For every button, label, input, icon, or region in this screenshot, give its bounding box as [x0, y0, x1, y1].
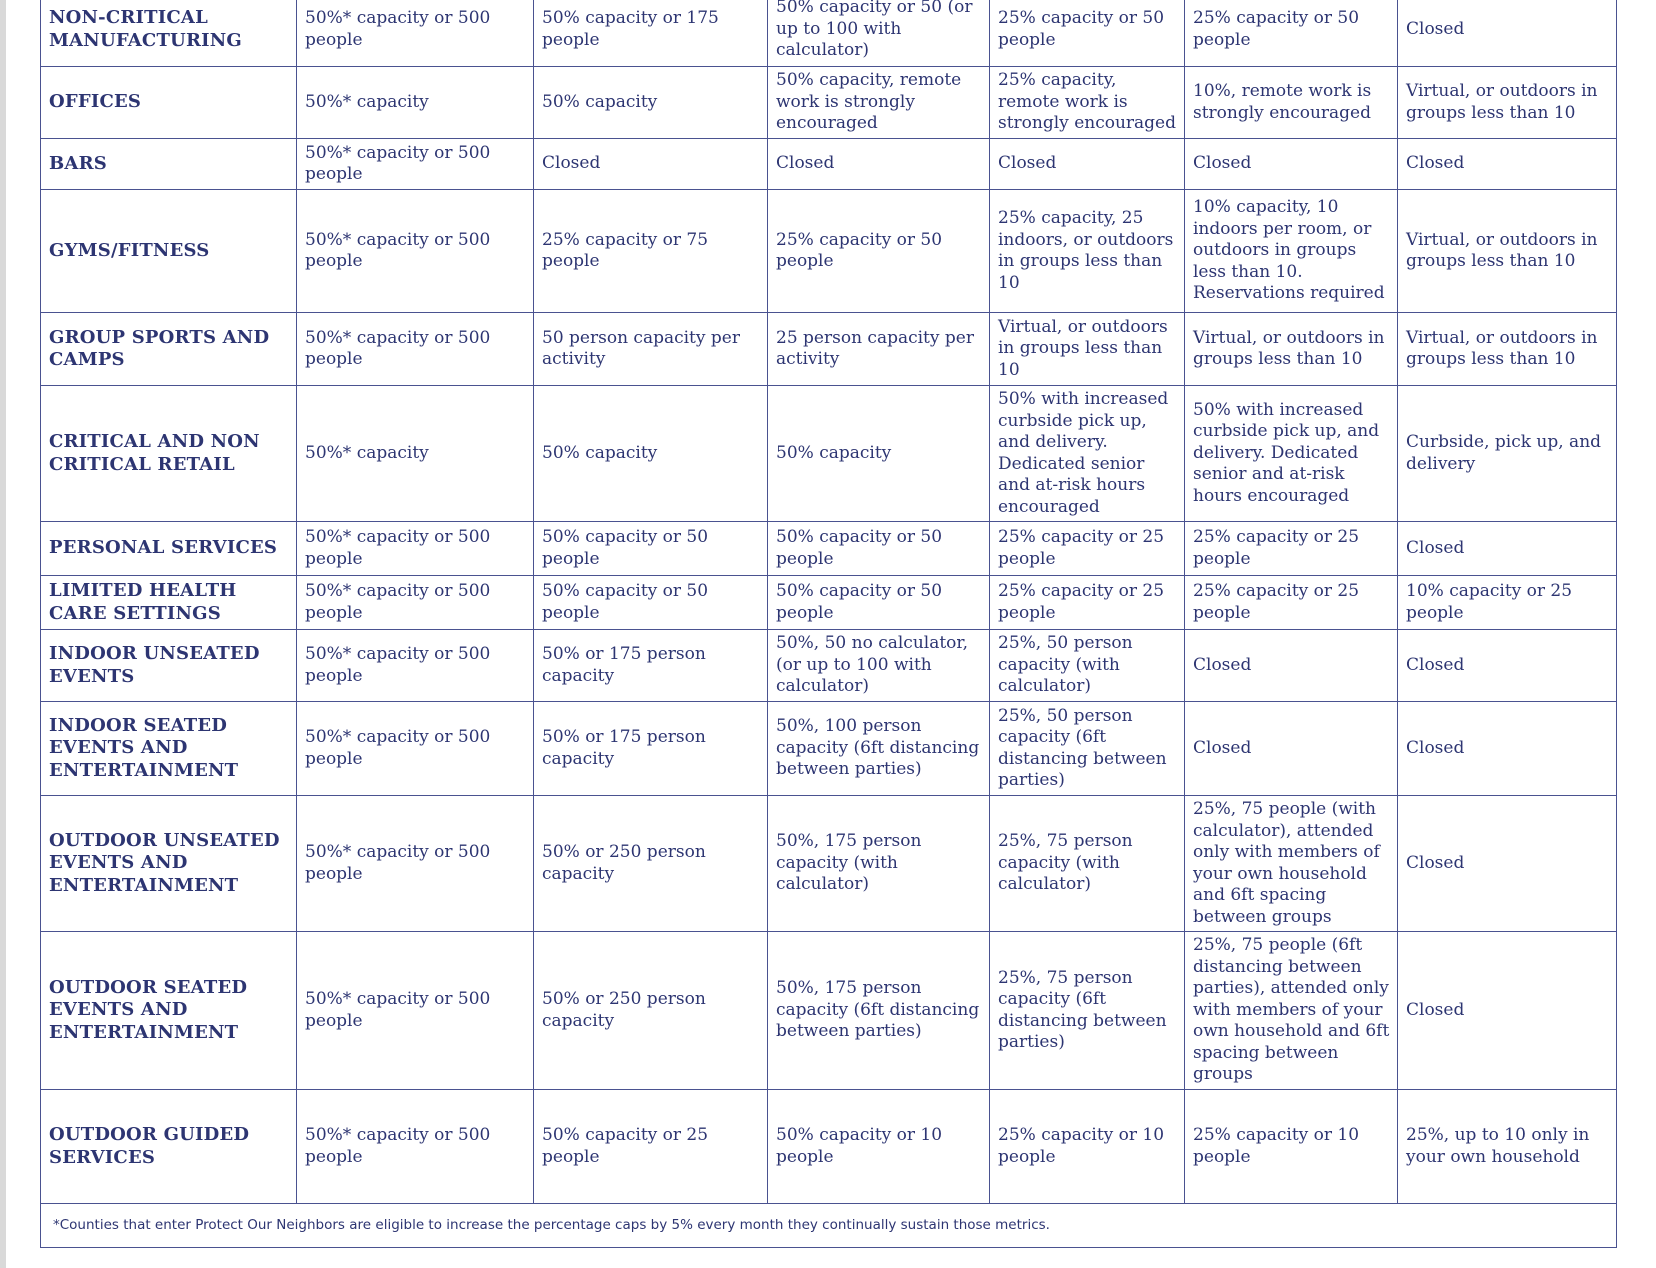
table-cell: 50% with increased curbside pick up, and delivery. Dedicated senior and at-risk hours encouraged [1185, 386, 1398, 522]
table-cell: 50% capacity, remote work is strongly encouraged [768, 67, 990, 139]
table-cell: Closed [1398, 932, 1617, 1090]
row-category: INDOOR SEATED EVENTS AND ENTERTAINMENT [41, 702, 297, 796]
table-row [41, 522, 1617, 576]
table-cell: 25% capacity or 50 people [1185, 0, 1398, 67]
table-cell: 50% capacity or 50 (or up to 100 with calculator) [768, 0, 990, 67]
table-cell: 50%* capacity [297, 386, 534, 522]
footnote-row [41, 1204, 1617, 1248]
footnote: *Counties that enter Protect Our Neighbors are eligible to increase the percentage caps by 5% every month they continually sustain those metrics. [41, 1204, 1617, 1248]
row-category: OUTDOOR SEATED EVENTS AND ENTERTAINMENT [41, 932, 297, 1090]
capacity-guidelines-table [40, 0, 1617, 1248]
table-cell: 10%, remote work is strongly encouraged [1185, 67, 1398, 139]
table-cell: 10% capacity, 10 indoors per room, or outdoors in groups less than 10. Reservations required [1185, 190, 1398, 313]
table-row [41, 190, 1617, 313]
table-cell: Virtual, or outdoors in groups less than 10 [990, 313, 1185, 386]
table-cell: 25%, up to 10 only in your own household [1398, 1090, 1617, 1204]
table-cell: Curbside, pick up, and delivery [1398, 386, 1617, 522]
table-cell: 50%* capacity or 500 people [297, 1090, 534, 1204]
table-cell: 25%, 75 people (6ft distancing between parties), attended only with members of your own household and 6ft spacing between groups [1185, 932, 1398, 1090]
table-cell: 50%, 175 person capacity (with calculator) [768, 796, 990, 932]
table-row [41, 702, 1617, 796]
table-cell: 50% capacity or 50 people [534, 522, 768, 576]
row-category: OUTDOOR GUIDED SERVICES [41, 1090, 297, 1204]
table-cell: Virtual, or outdoors in groups less than 10 [1398, 313, 1617, 386]
table-row [41, 139, 1617, 190]
table-cell: Virtual, or outdoors in groups less than 10 [1398, 67, 1617, 139]
table-cell: Closed [1398, 630, 1617, 702]
row-category: PERSONAL SERVICES [41, 522, 297, 576]
table-cell: 50% with increased curbside pick up, and delivery. Dedicated senior and at-risk hours encouraged [990, 386, 1185, 522]
table-cell: 50% or 175 person capacity [534, 630, 768, 702]
table-cell: 25 person capacity per activity [768, 313, 990, 386]
table-row [41, 796, 1617, 932]
table-cell: 50%, 50 no calculator, (or up to 100 with calculator) [768, 630, 990, 702]
row-category: NON-CRITICAL MANUFACTURING [41, 0, 297, 67]
table-cell: 25% capacity or 50 people [990, 0, 1185, 67]
table-cell: 50%* capacity or 500 people [297, 139, 534, 190]
table-cell: 50%, 175 person capacity (6ft distancing between parties) [768, 932, 990, 1090]
table-cell: 50%* capacity [297, 67, 534, 139]
table-cell: 50 person capacity per activity [534, 313, 768, 386]
table-cell: 50% capacity or 10 people [768, 1090, 990, 1204]
table-cell: Virtual, or outdoors in groups less than 10 [1185, 313, 1398, 386]
table-cell: Closed [1398, 522, 1617, 576]
table-cell: 50% capacity or 50 people [534, 576, 768, 630]
row-category: LIMITED HEALTH CARE SETTINGS [41, 576, 297, 630]
table-cell: 25% capacity or 25 people [1185, 576, 1398, 630]
table-cell: Closed [1185, 702, 1398, 796]
table-cell: 25% capacity or 10 people [990, 1090, 1185, 1204]
table-cell: Closed [1398, 139, 1617, 190]
table-cell: 25%, 75 people (with calculator), attended only with members of your own household and 6ft spacing between groups [1185, 796, 1398, 932]
table-cell: Closed [1185, 630, 1398, 702]
table-row [41, 313, 1617, 386]
row-category: OFFICES [41, 67, 297, 139]
table-cell: 25% capacity or 75 people [534, 190, 768, 313]
table-cell: 10% capacity or 25 people [1398, 576, 1617, 630]
row-category: GYMS/FITNESS [41, 190, 297, 313]
row-category: INDOOR UNSEATED EVENTS [41, 630, 297, 702]
table-cell: 25% capacity or 25 people [1185, 522, 1398, 576]
table-cell: 25% capacity or 25 people [990, 522, 1185, 576]
table-cell: 50%, 100 person capacity (6ft distancing between parties) [768, 702, 990, 796]
table-cell: 50% or 250 person capacity [534, 932, 768, 1090]
row-category: CRITICAL AND NON CRITICAL RETAIL [41, 386, 297, 522]
table-cell: 50%* capacity or 500 people [297, 522, 534, 576]
row-category: BARS [41, 139, 297, 190]
table-cell: 50%* capacity or 500 people [297, 932, 534, 1090]
table-cell: 50% capacity [534, 67, 768, 139]
table-cell: Closed [1398, 796, 1617, 932]
table-cell: Virtual, or outdoors in groups less than 10 [1398, 190, 1617, 313]
table-cell: 25%, 75 person capacity (with calculator) [990, 796, 1185, 932]
table-cell: 25%, 50 person capacity (with calculator) [990, 630, 1185, 702]
table-cell: 50% or 250 person capacity [534, 796, 768, 932]
table-cell: 50%* capacity or 500 people [297, 576, 534, 630]
table-row [41, 67, 1617, 139]
table-cell: 50% capacity or 175 people [534, 0, 768, 67]
row-category: GROUP SPORTS AND CAMPS [41, 313, 297, 386]
table-cell: 50% or 175 person capacity [534, 702, 768, 796]
table-cell: 25%, 75 person capacity (6ft distancing between parties) [990, 932, 1185, 1090]
table-row [41, 1090, 1617, 1204]
table-cell: Closed [534, 139, 768, 190]
page-edge [0, 0, 6, 1268]
table-cell: 50%* capacity or 500 people [297, 313, 534, 386]
table-cell: Closed [990, 139, 1185, 190]
table-cell: 25%, 50 person capacity (6ft distancing between parties) [990, 702, 1185, 796]
table-cell: 50%* capacity or 500 people [297, 630, 534, 702]
table-cell: Closed [1398, 702, 1617, 796]
table-cell: 50%* capacity or 500 people [297, 0, 534, 67]
table-cell: 25% capacity, 25 indoors, or outdoors in groups less than 10 [990, 190, 1185, 313]
table-cell: 50%* capacity or 500 people [297, 796, 534, 932]
table-cell: 25% capacity or 10 people [1185, 1090, 1398, 1204]
table-row [41, 386, 1617, 522]
table-row [41, 932, 1617, 1090]
table-row [41, 576, 1617, 630]
row-category: OUTDOOR UNSEATED EVENTS AND ENTERTAINMENT [41, 796, 297, 932]
table-cell: Closed [1185, 139, 1398, 190]
table-cell: 50%* capacity or 500 people [297, 190, 534, 313]
table-cell: Closed [768, 139, 990, 190]
table-cell: 50% capacity [534, 386, 768, 522]
table-row [41, 0, 1617, 67]
table-cell: 25% capacity, remote work is strongly encouraged [990, 67, 1185, 139]
table-cell: 50% capacity or 50 people [768, 576, 990, 630]
table-cell: Closed [1398, 0, 1617, 67]
table-cell: 50% capacity [768, 386, 990, 522]
table-cell: 50% capacity or 50 people [768, 522, 990, 576]
table-cell: 25% capacity or 25 people [990, 576, 1185, 630]
table-cell: 50%* capacity or 500 people [297, 702, 534, 796]
table-cell: 50% capacity or 25 people [534, 1090, 768, 1204]
table-cell: 25% capacity or 50 people [768, 190, 990, 313]
table-row [41, 630, 1617, 702]
